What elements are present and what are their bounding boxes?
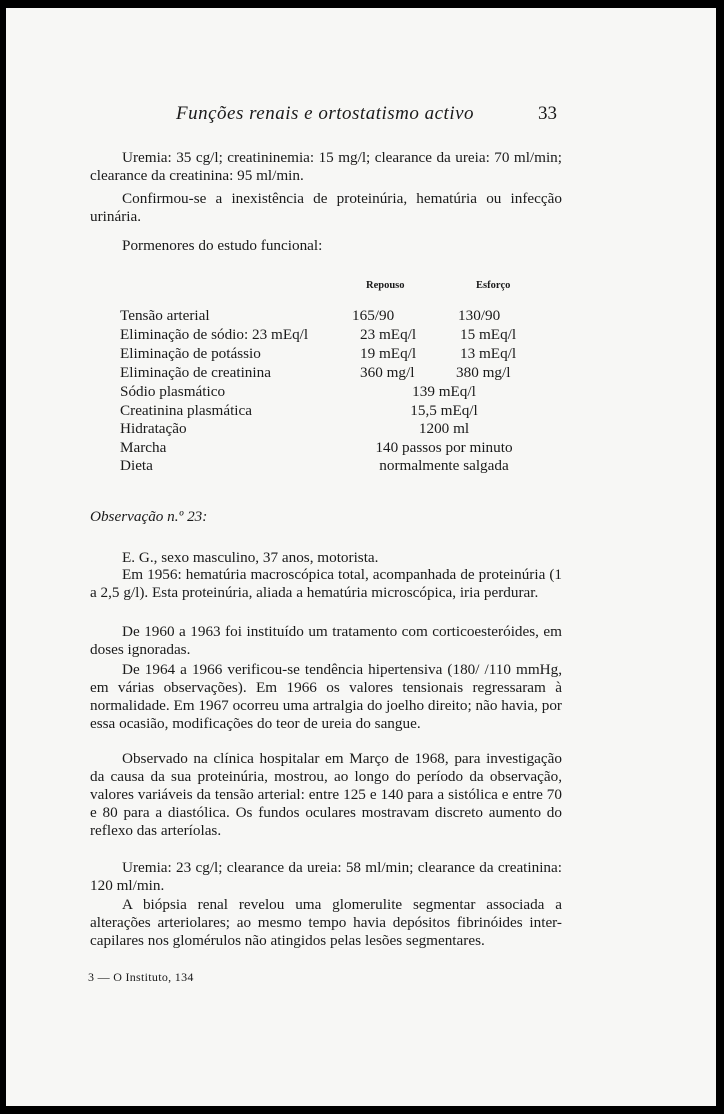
row-label: Creatinina plasmática xyxy=(120,402,252,419)
page-number: 33 xyxy=(538,103,557,124)
row-effort-value: 380 mg/l xyxy=(456,364,511,381)
running-title: Funções renais e ortostatismo activo xyxy=(176,103,475,124)
functional-study-title: Pormenores do estudo funcional: xyxy=(122,237,323,254)
row-label: Eliminação de sódio: 23 mEq/l xyxy=(120,326,309,343)
row-rest-value: 360 mg/l xyxy=(360,364,415,381)
observation-paragraph: Uremia: 23 cg/l; clearance da ureia: 58 ml/min; clearance da creatinina: 120 ml/min. xyxy=(90,859,562,894)
table-row xyxy=(6,326,716,344)
row-label: Sódio plasmático xyxy=(120,383,226,400)
book-page xyxy=(6,8,716,1106)
table-row-merged xyxy=(6,457,716,475)
table-row-merged xyxy=(6,439,716,457)
row-rest-value: 19 mEq/l xyxy=(360,345,417,362)
page-header xyxy=(6,103,716,127)
column-header-effort: Esforço xyxy=(476,280,511,291)
table-row xyxy=(6,345,716,363)
intro-paragraph-2: Confirmou-se a inexistência de proteinúria, hematúria ou infecção urinária. xyxy=(90,190,562,225)
table-row xyxy=(6,307,716,325)
column-header-rest: Repouso xyxy=(366,280,405,291)
observation-paragraph: De 1964 a 1966 verificou-se tendência hipertensiva (180/ /110 mmHg, em várias observações). Em 1966 os valores tensionais regressaram à normalidade. Em 1967 ocorreu uma artralgia do joelho direito; não havia, por essa ocasião, modificações do teor de ureia do sangue. xyxy=(90,661,562,732)
table-row-merged xyxy=(6,420,716,438)
row-label: Hidratação xyxy=(120,420,187,437)
row-merged-value: 1200 ml xyxy=(418,420,470,437)
row-effort-value: 15 mEq/l xyxy=(460,326,517,343)
row-label: Dieta xyxy=(120,457,153,474)
row-rest-value: 165/90 xyxy=(352,307,395,324)
row-effort-value: 130/90 xyxy=(458,307,501,324)
row-rest-value: 23 mEq/l xyxy=(360,326,417,343)
row-label: Marcha xyxy=(120,439,167,456)
intro-paragraph-1: Uremia: 35 cg/l; creatininemia: 15 mg/l; clearance da ureia: 70 ml/min; clearance da creatinina: 95 ml/min. xyxy=(90,149,562,184)
observation-paragraph: Em 1956: hematúria macroscópica total, acompanhada de proteinúria (1 a 2,5 g/l). Esta proteinúria, aliada a hematúria microscópica, iria perdurar. xyxy=(90,566,562,601)
row-merged-value: 139 mEq/l xyxy=(412,383,476,400)
row-label: Eliminação de potássio xyxy=(120,345,261,362)
observation-paragraph: E. G., sexo masculino, 37 anos, motorista. xyxy=(122,549,379,566)
observation-title: Observação n.º 23: xyxy=(90,508,208,525)
table-row-merged xyxy=(6,402,716,420)
row-label: Tensão arterial xyxy=(120,307,210,324)
observation-paragraph: De 1960 a 1963 foi instituído um tratamento com corticoesteróides, em doses ignoradas. xyxy=(90,623,562,658)
row-merged-value: 140 passos por minuto xyxy=(375,439,513,456)
row-merged-value: normalmente salgada xyxy=(379,457,509,474)
table-row xyxy=(6,364,716,382)
observation-paragraph: Observado na clínica hospitalar em Março de 1968, para investigação da causa da sua proteinúria, mostrou, ao longo do período da observação, valores variáveis da tensão arterial: entre 125 e 140 para a sistólica e entre 70 e 80 para a diastólica. Os fundos oculares mostravam discreto aumento do reflexo das arteríolas. xyxy=(90,750,562,839)
table-row-merged xyxy=(6,383,716,401)
row-merged-value: 15,5 mEq/l xyxy=(410,402,478,419)
observation-paragraph: A biópsia renal revelou uma glomerulite segmentar associada a alterações arteriolares; ao mesmo tempo havia depósitos fibrinóides inter-capilares nos glomérulos não atingidos pelas lesões segmentares. xyxy=(90,896,562,949)
printer-signature: 3 — O Instituto, 134 xyxy=(88,970,194,984)
row-effort-value: 13 mEq/l xyxy=(460,345,517,362)
row-label: Eliminação de creatinina xyxy=(120,364,271,381)
